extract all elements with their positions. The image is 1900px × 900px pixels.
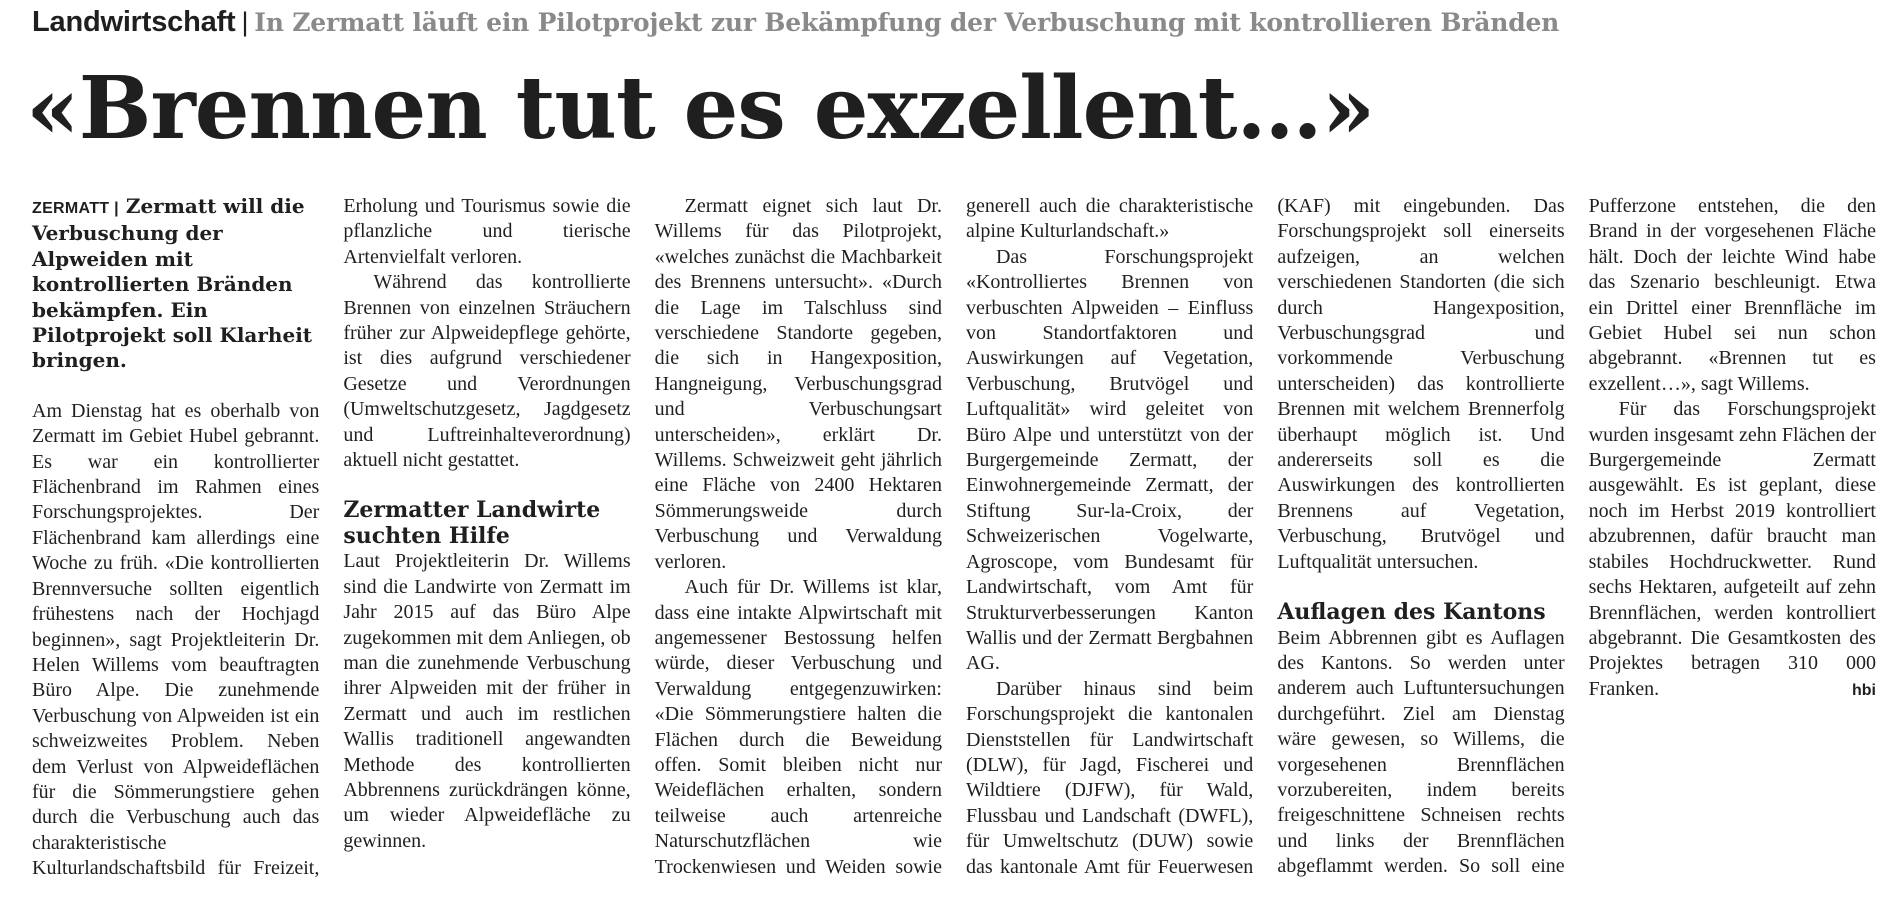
- subheading-landwirte: Zermatter Landwirte suchten Hilfe: [343, 497, 601, 549]
- paragraph-1: Am Dienstag hat es oberhalb von Zermatt im Gebiet Hubel gebrannt. Es war ein kontrollierter Flächenbrand im Rahmen eines Forschungsprojektes. Der Flächenbrand kam allerdings eine Woche zu früh. «Die kontrollierten Brennversuche sollten eigentlich frühestens nach der Hochjagd beginnen», sagt Projektleiterin Dr. Helen Willems vom beauftragten Büro Alpe. Die zunehmende Verbuschung von Alpweiden ist ein schweizweites Problem. Neben dem Verlust von Alpweideflächen für die Sömmerungstiere gehen durch die Verbuschung auch das charakteristische Kulturlandschaftsbild für Freizeit, Erholung und Tourismus sowie die pflanzliche und tierische Artenvielfalt verloren.: [32, 195, 631, 880]
- rubric-label: Landwirtschaft: [32, 6, 236, 38]
- article-lead: [32, 194, 319, 374]
- paragraph-9: Für das Forschungsprojekt wurden insgesamt zehn Flächen der Burgergemeinde Zermatt ausgewählt. Es ist geplant, diese noch im Herbst 2019 kontrolliert abzubrennen, dafür braucht man stabiles Hochdruckwetter. Rund sechs Hektaren, aufgeteilt auf zehn Brennflächen, werden kontrolliert abgebrannt. Die Gesamtkosten des Projektes betragen 310 000 Franken.: [1588, 398, 1876, 700]
- paragraph-5: Auch für Dr. Willems ist klar, dass eine intakte Alpwirtschaft mit angemessener Bestossung helfen würde, dieser Verbuschung und Verwaldung entgegenzuwirken: «Die Sömmerungstiere halten die Flächen durch die Beweidung offen. Somit bleiben nicht nur Weideflächen erhalten, sondern teilweise auch artenreiche Naturschutzflächen wie Trockenwiesen und Weiden sowie generell auch die charakteristische alpine Kulturlandschaft.»: [654, 195, 1254, 878]
- article-headline: «Brennen tut es exzellent…»: [26, 58, 1375, 159]
- subheading-auflagen: Auflagen des Kantons: [1277, 599, 1546, 626]
- lead-text: Zermatt will die Verbuschung der Alpweiden mit kontrollierten Bränden bekämpfen. Ein Pilotprojekt soll Klarheit bringen.: [32, 194, 313, 373]
- article-body: [32, 194, 1876, 894]
- paragraph-8: Beim Abbrennen gibt es Auflagen des Kantons. So werden unter anderem auch Luftuntersuchungen durchgeführt. Ziel am Dienstag wäre gewesen, so Willems, die vorgesehenen Brennflächen vorzubereiten, indem bereits freigeschnittene Schneisen rechts und links der Brennflächen abgeflammt werden. So soll eine Pufferzone entstehen, die den Brand in der vorgesehenen Fläche hält. Doch der leichte Wind habe das Szenario beschleunigt. Etwa ein Drittel einer Brennfläche im Gebiet Hubel sei nun schon abgebrannt. «Brennen tut es exzellent…», sagt Willems.: [1277, 195, 1876, 878]
- kicker-subtitle: In Zermatt läuft ein Pilotprojekt zur Bekämpfung der Verbuschung mit kontrollieren Bränden: [254, 8, 1560, 37]
- kicker-separator: |: [241, 7, 249, 37]
- author-initials: hbi: [1851, 682, 1876, 700]
- article-text: [32, 194, 1876, 894]
- article-kicker: [32, 6, 1559, 39]
- paragraph-7: Darüber hinaus sind beim Forschungsprojekt die kantonalen Dienststellen für Landwirtschaft (DLW), für Jagd, Fischerei und Wildtiere (DJFW), für Wald, Flussbau und Landschaft (DWFL), für Umweltschutz (DUW) sowie das kantonale Amt für Feuerwesen (KAF) mit eingebunden. Das Forschungsprojekt soll einerseits aufzeigen, an welchen verschiedenen Standorten (die sich durch Hangexposition, Verbuschungsgrad und vorkommende Verbuschung unterscheiden) das kontrollierte Brennen mit welchem Brennerfolg überhaupt möglich ist. Und andererseits soll es die Auswirkungen des kontrollierten Brennens auf Vegetation, Verbuschung, Brutvögel und Luftqualität untersuchen.: [965, 195, 1565, 878]
- paragraph-6: Das Forschungsprojekt «Kontrolliertes Brennen von verbuschten Alpweiden – Einfluss von Standortfaktoren und Auswirkungen auf Vegetation, Verbuschung, Brutvögel und Luftqualität» wird geleitet von Büro Alpe und unterstützt von der Burgergemeinde Zermatt, der Einwohnergemeinde Zermatt, der Stiftung Sur-la-Croix, der Schweizerischen Vogelwarte, Agroscope, vom Bundesamt für Landwirtschaft, vom Amt für Strukturverbesserungen Kanton Wallis und der Zermatt Bergbahnen AG.: [965, 245, 1254, 675]
- paragraph-3: Laut Projektleiterin Dr. Willems sind die Landwirte von Zermatt im Jahr 2015 auf das Büro Alpe zugekommen mit dem Anliegen, ob man die zunehmende Verbuschung ihrer Alpweiden mit der früher in Zermatt und auch im restlichen Wallis traditionell angewandten Methode des kontrollierten Abbrennens zurückdrängen könne, um wieder Alpweidefläche zu gewinnen.: [343, 550, 631, 852]
- paragraph-2: Während das kontrollierte Brennen von einzelnen Sträuchern früher zur Alpweidepflege gehörte, ist dies aufgrund verschiedener Gesetze und Verordnungen (Umweltschutzgesetz, Jagdgesetz und Luftreinhalteverordnung) aktuell nicht gestattet.: [343, 271, 631, 472]
- paragraph-4: Zermatt eignet sich laut Dr. Willems für das Pilotprojekt, «welches zunächst die Machbarkeit des Brennens untersucht». «Durch die Lage im Talschluss sind verschiedene Standorte gegeben, die sich in Hangexposition, Hangneigung, Verbuschungsgrad und Verbuschungsart unterscheiden», erklärt Dr. Willems. Schweizweit geht jährlich eine Fläche von 2400 Hektaren Sömmerungsweide durch Verbuschung und Verwaldung verloren.: [654, 195, 942, 573]
- dateline: ZERMATT |: [32, 200, 119, 217]
